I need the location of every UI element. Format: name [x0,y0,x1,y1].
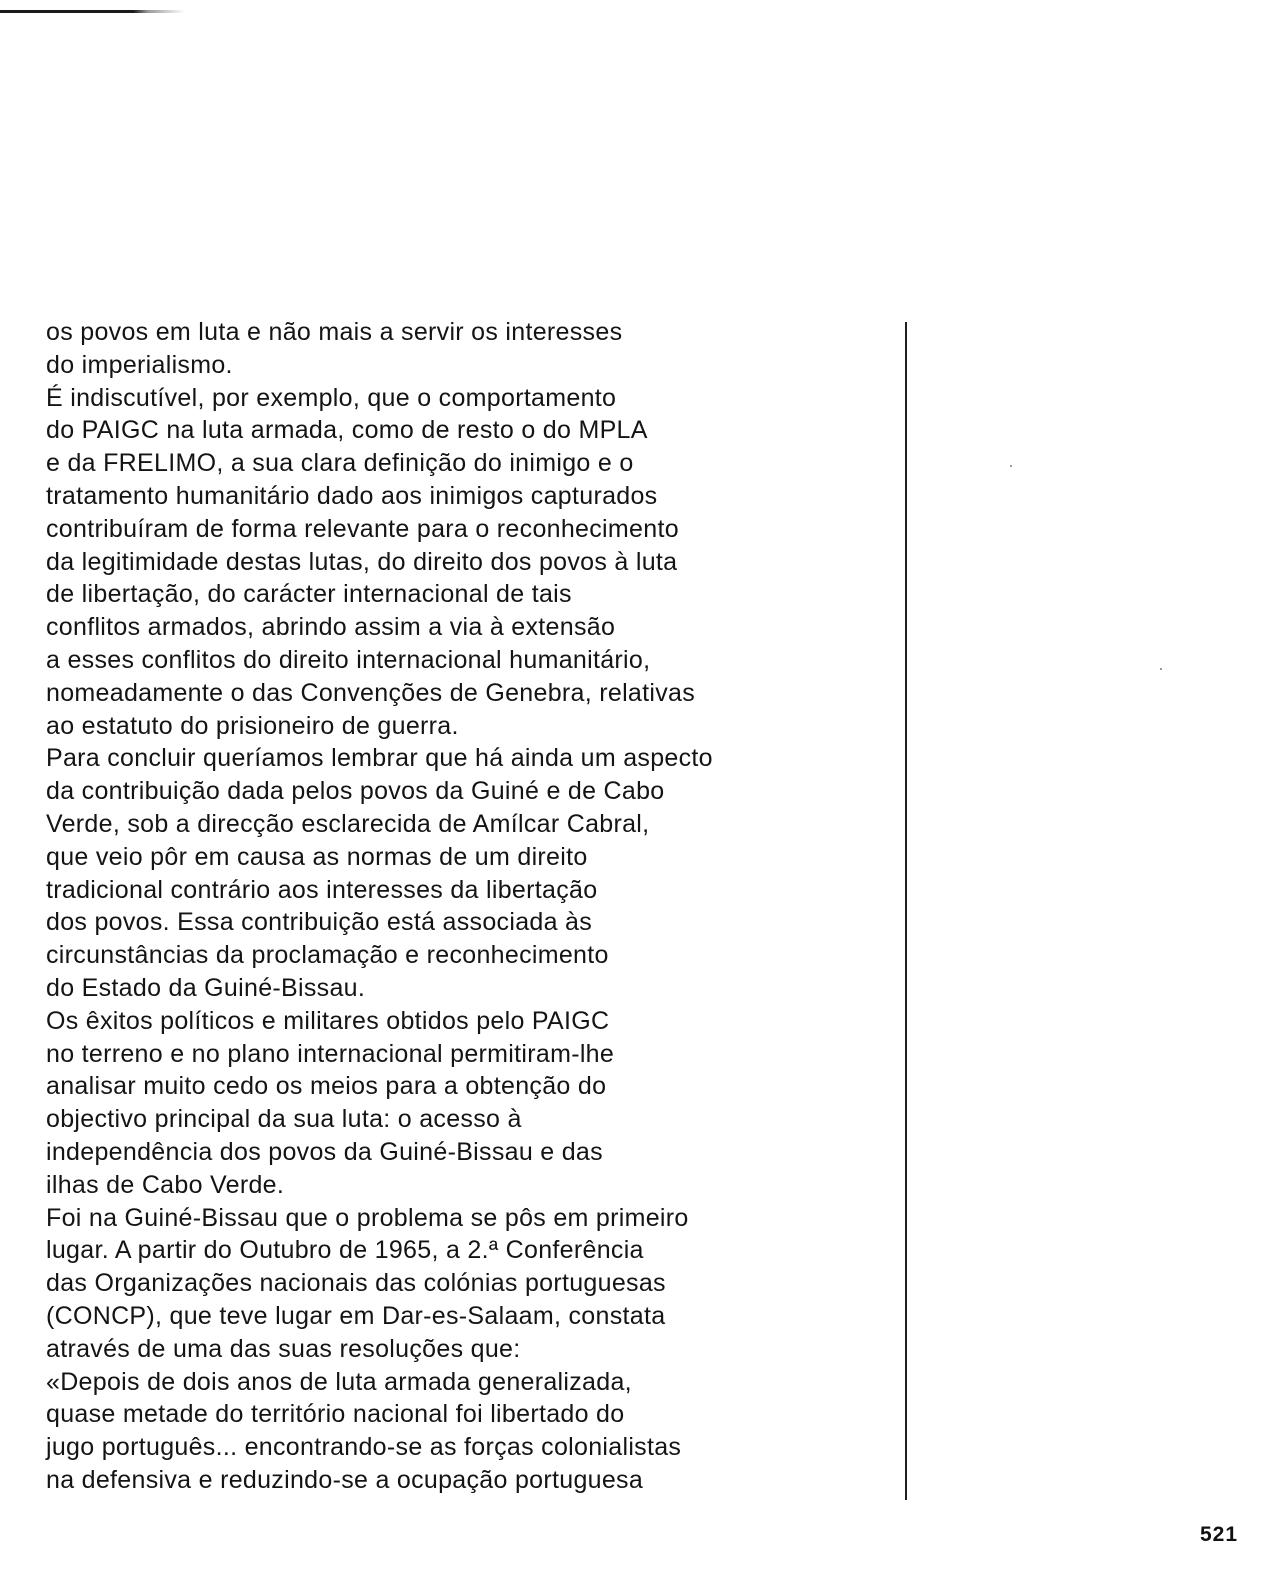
scan-speck [1160,668,1162,670]
text-line: Verde, sob a direcção esclarecida de Amílcar Cabral, [46,809,650,838]
text-line: dos povos. Essa contribuição está associada às [46,908,593,937]
text-line: tradicional contrário aos interesses da libertação [46,875,598,904]
text-line: independência dos povos da Guiné-Bissau e das [46,1137,603,1166]
text-line: a esses conflitos do direito internacional humanitário, [46,645,651,674]
text-line: analisar muito cedo os meios para a obtenção do [46,1072,607,1101]
text-line: quase metade do território nacional foi libertado do [46,1400,625,1429]
text-line: da contribuição dada pelos povos da Guiné e de Cabo [46,777,665,806]
text-line: Foi na Guiné-Bissau que o problema se pôs em primeiro [46,1203,689,1232]
text-line: e da FRELIMO, a sua clara definição do inimigo e o [46,449,634,478]
text-line: no terreno e no plano internacional permitiram-lhe [46,1039,615,1068]
text-line: ao estatuto do prisioneiro de guerra. [46,711,459,740]
text-line: nomeadamente o das Convenções de Genebra, relativas [46,678,696,707]
text-line: do imperialismo. [46,350,233,379]
text-line: contribuíram de forma relevante para o reconhecimento [46,514,679,543]
text-line: do PAIGC na luta armada, como de resto o do MPLA [46,416,648,445]
text-line: que veio pôr em causa as normas de um direito [46,842,588,871]
text-line: objectivo principal da sua luta: o acesso à [46,1105,522,1134]
text-line: Os êxitos políticos e militares obtidos pelo PAIGC [46,1006,610,1035]
text-line: ilhas de Cabo Verde. [46,1170,285,1199]
text-line: de libertação, do carácter internacional de tais [46,580,572,609]
text-line: conflitos armados, abrindo assim a via à extensão [46,613,616,642]
text-line: através de uma das suas resoluções que: [46,1334,521,1363]
text-line: do Estado da Guiné-Bissau. [46,973,366,1002]
top-edge-rule [0,10,185,13]
text-line: tratamento humanitário dado aos inimigos capturados [46,481,658,510]
text-line: «Depois de dois anos de luta armada generalizada, [46,1367,632,1396]
text-line: da legitimidade destas lutas, do direito dos povos à luta [46,547,678,576]
text-line: (CONCP), que teve lugar em Dar-es-Salaam, constata [46,1301,666,1330]
text-line: os povos em luta e não mais a servir os interesses [46,318,623,346]
text-line: lugar. A partir do Outubro de 1965, a 2.ª Conferência [46,1236,644,1265]
text-line: das Organizações nacionais das colónias portuguesas [46,1269,666,1298]
text-line: circunstâncias da proclamação e reconhecimento [46,941,609,970]
text-line: jugo português... encontrando-se as forças colonialistas [46,1433,682,1462]
scan-speck [1010,465,1012,467]
body-text [46,316,896,1497]
text-line: Para concluir queríamos lembrar que há ainda um aspecto [46,744,713,773]
text-line: É indiscutível, por exemplo, que o comportamento [46,383,617,412]
text-line: na defensiva e reduzindo-se a ocupação portuguesa [46,1465,644,1494]
margin-rule [905,322,907,1500]
page-number: 521 [1200,1523,1239,1546]
